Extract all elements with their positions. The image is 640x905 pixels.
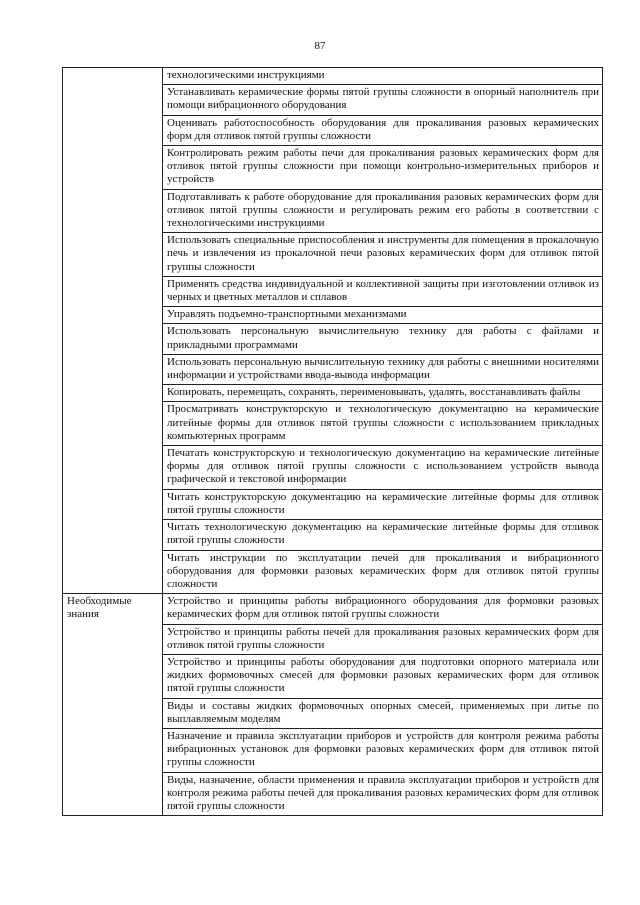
requirements-table-body xyxy=(63,68,603,816)
requirement-item: Копировать, перемещать, сохранять, переименовывать, удалять, восстанавливать файлы xyxy=(163,385,603,402)
table-row xyxy=(63,68,603,85)
requirement-item: Устройство и принципы работы вибрационного оборудования для формовки разовых керамических форм для отливок пятой группы сложности xyxy=(163,594,603,624)
requirement-item: Использовать персональную вычислительную технику для работы с файлами и прикладными программами xyxy=(163,324,603,354)
requirement-item: технологическими инструкциями xyxy=(163,68,603,85)
requirement-item: Виды, назначение, области применения и правила эксплуатации приборов и устройств для контроля режима работы печей для прокаливания разовых керамических форм для отливок пятой группы сложности xyxy=(163,772,603,816)
requirement-item: Читать технологическую документацию на керамические литейные формы для отливок пятой группы сложности xyxy=(163,520,603,550)
requirement-item: Использовать персональную вычислительную технику для работы с внешними носителями информации и устройствами ввода-вывода информации xyxy=(163,354,603,384)
requirement-item: Читать инструкции по эксплуатации печей для прокаливания и вибрационного оборудования для формовки разовых керамических форм для отливок пятой группы сложности xyxy=(163,550,603,594)
requirement-item: Использовать специальные приспособления и инструменты для помещения в прокалочную печь и извлечения из прокалочной печи разовых керамических форм для отливок пятой группы сложности xyxy=(163,233,603,277)
requirement-item: Устройство и принципы работы печей для прокаливания разовых керамических форм для отливок пятой группы сложности xyxy=(163,624,603,654)
requirement-item: Устанавливать керамические формы пятой группы сложности в опорный наполнитель при помощи вибрационного оборудования xyxy=(163,85,603,115)
requirement-item: Управлять подъемно-транспортными механизмами xyxy=(163,307,603,324)
requirement-item: Устройство и принципы работы оборудования для подготовки опорного материала или жидких формовочных смесей для формовки разовых керамических форм для отливок пятой группы сложности xyxy=(163,654,603,698)
requirement-item: Подготавливать к работе оборудование для прокаливания разовых керамических форм для отливок пятой группы сложности и регулировать режим его работы в соответствии с технологическими инструкциями xyxy=(163,189,603,233)
section-label: Необходимые знания xyxy=(63,594,163,816)
requirement-item: Оценивать работоспособность оборудования для прокаливания разовых керамических форм для отливок пятой группы сложности xyxy=(163,115,603,145)
page-number: 87 xyxy=(314,40,326,52)
requirement-item: Печатать конструкторскую и технологическую документацию на керамические литейные формы для отливок пятой группы сложности с использованием устройств вывода графической и текстовой информации xyxy=(163,446,603,490)
requirement-item: Назначение и правила эксплуатации приборов и устройств для контроля режима работы вибрационных установок для формовки разовых керамических форм для отливок пятой группы сложности xyxy=(163,728,603,772)
requirements-table xyxy=(62,67,603,816)
requirement-item: Виды и составы жидких формовочных опорных смесей, применяемых при литье по выплавляемым моделям xyxy=(163,698,603,728)
requirement-item: Применять средства индивидуальной и коллективной защиты при изготовлении отливок из черных и цветных металлов и сплавов xyxy=(163,276,603,306)
requirement-item: Читать конструкторскую документацию на керамические литейные формы для отливок пятой группы сложности xyxy=(163,489,603,519)
requirement-item: Контролировать режим работы печи для прокаливания разовых керамических форм для отливок пятой группы сложности при помощи контрольно-измерительных приборов и устройств xyxy=(163,146,603,190)
table-row xyxy=(63,594,603,624)
section-label xyxy=(63,68,163,594)
requirement-item: Просматривать конструкторскую и технологическую документацию на керамические литейные формы для отливок пятой группы сложности с использованием прикладных компьютерных программ xyxy=(163,402,603,446)
